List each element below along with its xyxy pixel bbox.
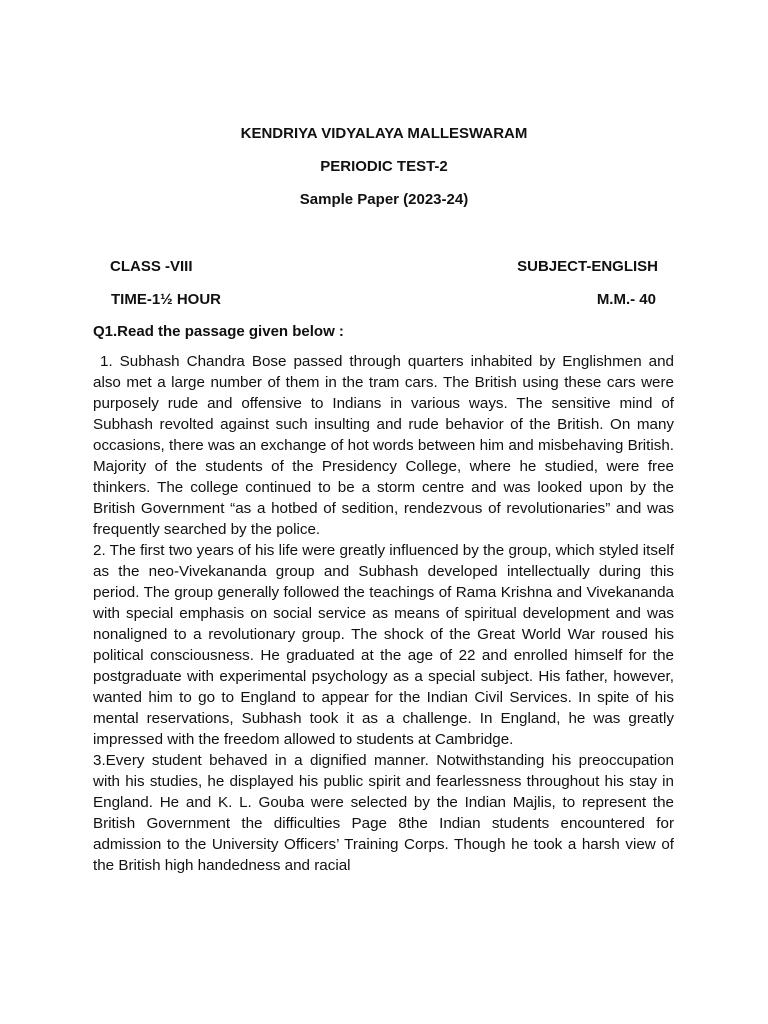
subject-label: SUBJECT-ENGLISH	[517, 258, 658, 275]
passage	[93, 351, 674, 876]
time-label: TIME-1½ HOUR	[111, 291, 222, 308]
school-name: KENDRIYA VIDYALAYA MALLESWARAM	[240, 125, 528, 142]
marks-label: M.M.- 40	[596, 291, 656, 308]
question-heading: Q1.Read the passage given below :	[93, 323, 344, 340]
passage-paragraph-2: 2. The first two years of his life were greatly influenced by the group, which styled itself as the neo-Vivekananda group and Subhash developed intellectually during this period. The group generally followed the teachings of Rama Krishna and Vivekananda with special emphasis on social service as means of spiritual development and was nonaligned to a revolutionary group. The shock of the Great World War roused his political consciousness. He graduated at the age of 22 and enrolled himself for the postgraduate with experimental psychology as a special subject. His father, however, wanted him to go to England to appear for the Indian Civil Services. In spite of his mental reservations, Subhash took it as a challenge. In England, he was greatly impressed with the freedom allowed to students at Cambridge.	[93, 542, 674, 748]
passage-paragraph-3: 3.Every student behaved in a dignified manner. Notwithstanding his preoccupation with his studies, he displayed his public spirit and fearlessness throughout his stay in England. He and K. L. Gouba were selected by the Indian Majlis, to represent the British Government the difficulties Page 8the Indian students encountered for admission to the University Officers’ Training Corps. Though he took a harsh view of the British high handedness and racial	[93, 752, 674, 874]
passage-paragraph-1: 1. Subhash Chandra Bose passed through quarters inhabited by Englishmen and also met a large number of them in the tram cars. The British using these cars were purposely rude and offensive to Indians in various ways. The sensitive mind of Subhash revolted against such insulting and rude behavior of the British. On many occasions, there was an exchange of hot words between him and misbehaving British. Majority of the students of the Presidency College, where he studied, were free thinkers. The college continued to be a storm centre and was looked upon by the British Government “as a hotbed of sedition, rendezvous of revolutionaries” and was frequently searched by the police.	[93, 353, 674, 538]
test-title: PERIODIC TEST-2	[320, 158, 448, 175]
paper-title: Sample Paper (2023-24)	[299, 191, 469, 208]
class-label: CLASS -VIII	[110, 258, 193, 275]
